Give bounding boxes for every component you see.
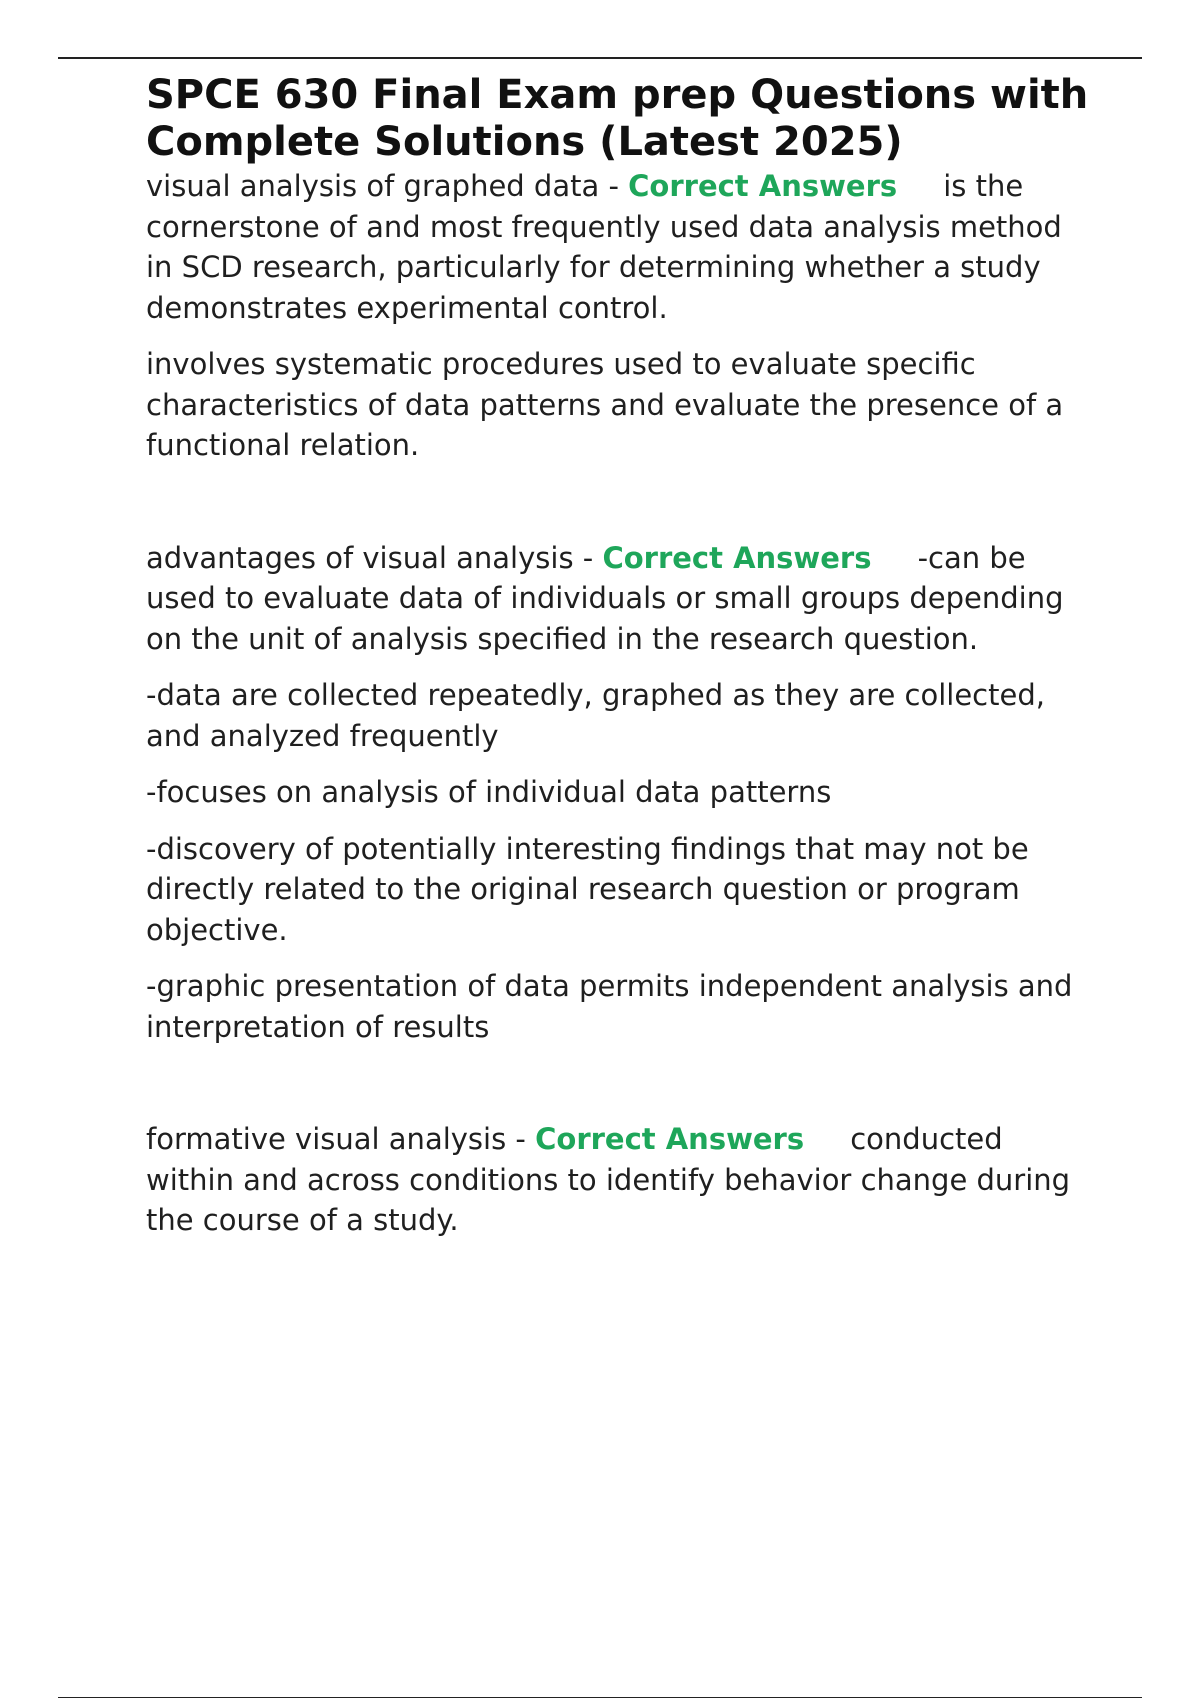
entry-term: advantages of visual analysis -: [146, 540, 603, 575]
entry-term: visual analysis of graphed data -: [146, 169, 629, 203]
entry-answer: conducted within and across conditions to identify behavior change during the course of a study.: [146, 1122, 1071, 1237]
document-body: [146, 72, 1096, 1241]
document-title: SPCE 630 Final Exam prep Questions with Complete Solutions (Latest 2025): [146, 72, 1089, 165]
entry-answer: is the cornerstone of and most frequently used data analysis method in SCD research, particularly for determining whether a study demonstrates experimental control.: [146, 169, 1062, 325]
entry-visual-analysis: [146, 166, 1096, 328]
bottom-rule: [58, 1697, 1142, 1698]
entry-term: formative visual analysis -: [146, 1122, 536, 1156]
entry-paragraph: -focuses on analysis of individual data patterns: [146, 775, 832, 809]
entry-formative: [146, 1119, 1096, 1241]
correct-answers-label: Correct Answers: [602, 540, 872, 575]
entry-paragraph: -data are collected repeatedly, graphed as they are collected, and analyzed frequently: [146, 678, 1045, 753]
correct-answers-label: Correct Answers: [628, 169, 898, 203]
top-rule: [58, 57, 1142, 59]
entry-advantages: [146, 538, 1096, 660]
entry-answer: -can be used to evaluate data of individuals or small groups depending on the unit of analysis specified in the research question.: [146, 540, 1064, 656]
entry-paragraph: involves systematic procedures used to evaluate specific characteristics of data patterns and evaluate the presence of a functional relation.: [146, 347, 1064, 462]
entry-paragraph: -graphic presentation of data permits independent analysis and interpretation of results: [146, 969, 1073, 1044]
entry-paragraph: -discovery of potentially interesting findings that may not be directly related to the original research question or program objective.: [146, 831, 1029, 947]
correct-answers-label: Correct Answers: [535, 1122, 805, 1156]
